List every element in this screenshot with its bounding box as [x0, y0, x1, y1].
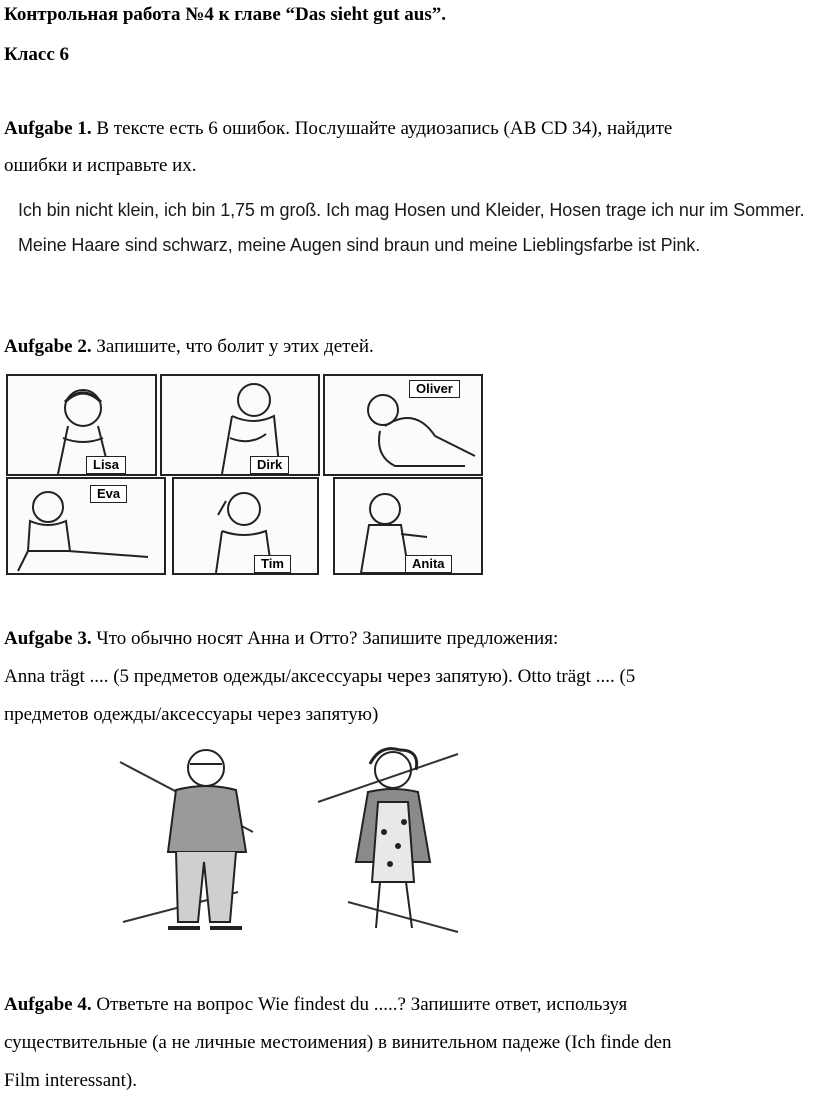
page-title: Контрольная работа №4 к главе “Das sieht gut aus”.: [4, 4, 447, 25]
child-panel-lisa: [6, 374, 157, 476]
task2-instruction: [4, 336, 374, 358]
task2-text: Запишите, что болит у этих детей.: [91, 336, 374, 357]
task3-text-c: предметов одежды/аксессуары через запятую): [4, 704, 379, 725]
child-panel-oliver: [323, 374, 483, 476]
anna-otto-illustration: [118, 742, 462, 940]
task1-text-a: В тексте есть 6 ошибок. Послушайте аудиозапись (AB CD 34), найдите: [91, 118, 673, 139]
task1-text-b: ошибки и исправьте их.: [4, 155, 197, 176]
child-name-tag: Tim: [254, 555, 291, 573]
task1-excerpt-line1: Ich bin nicht klein, ich bin 1,75 m groß. Ich mag Hosen und Kleider, Hosen trage ich nur im Sommer.: [18, 200, 805, 220]
child-panel-eva: [6, 477, 166, 575]
child-name-tag: Anita: [405, 555, 452, 573]
child-name-tag: Eva: [90, 485, 127, 503]
task2-label: Aufgabe 2.: [4, 336, 92, 357]
child-illustration: [8, 376, 155, 474]
task1-instruction: [4, 118, 672, 140]
task4-text-c: Film interessant).: [4, 1070, 137, 1091]
task3-text-b: Anna trägt .... (5 предметов одежды/аксессуары через запятую). Otto trägt .... (5: [4, 666, 636, 687]
task1-label: Aufgabe 1.: [4, 118, 92, 139]
child-name-tag: Dirk: [250, 456, 289, 474]
task4-label: Aufgabe 4.: [4, 994, 92, 1015]
task1-excerpt-line2: Meine Haare sind schwarz, meine Augen sind braun und meine Lieblingsfarbe ist Pink.: [18, 235, 701, 255]
task4-instruction: [4, 994, 627, 1016]
child-panel-anita: [333, 477, 483, 575]
child-illustration: [162, 376, 318, 474]
child-name-tag: Oliver: [409, 380, 460, 398]
child-name-tag: Lisa: [86, 456, 126, 474]
anna-otto-drawing: [118, 742, 462, 940]
task4-text-a: Ответьте на вопрос Wie findest du .....? Запишите ответ, используя: [91, 994, 628, 1015]
class-label: Класс 6: [4, 44, 70, 65]
child-panel-dirk: [160, 374, 320, 476]
task4-text-b: существительные (а не личные местоимения) в винительном падеже (Ich finde den: [4, 1032, 672, 1053]
child-illustration: [174, 479, 317, 573]
child-panel-tim: [172, 477, 319, 575]
task3-text-a: Что обычно носят Анна и Отто? Запишите предложения:: [91, 628, 559, 649]
child-illustration: [8, 479, 164, 573]
task3-label: Aufgabe 3.: [4, 628, 92, 649]
task3-instruction: [4, 628, 558, 650]
